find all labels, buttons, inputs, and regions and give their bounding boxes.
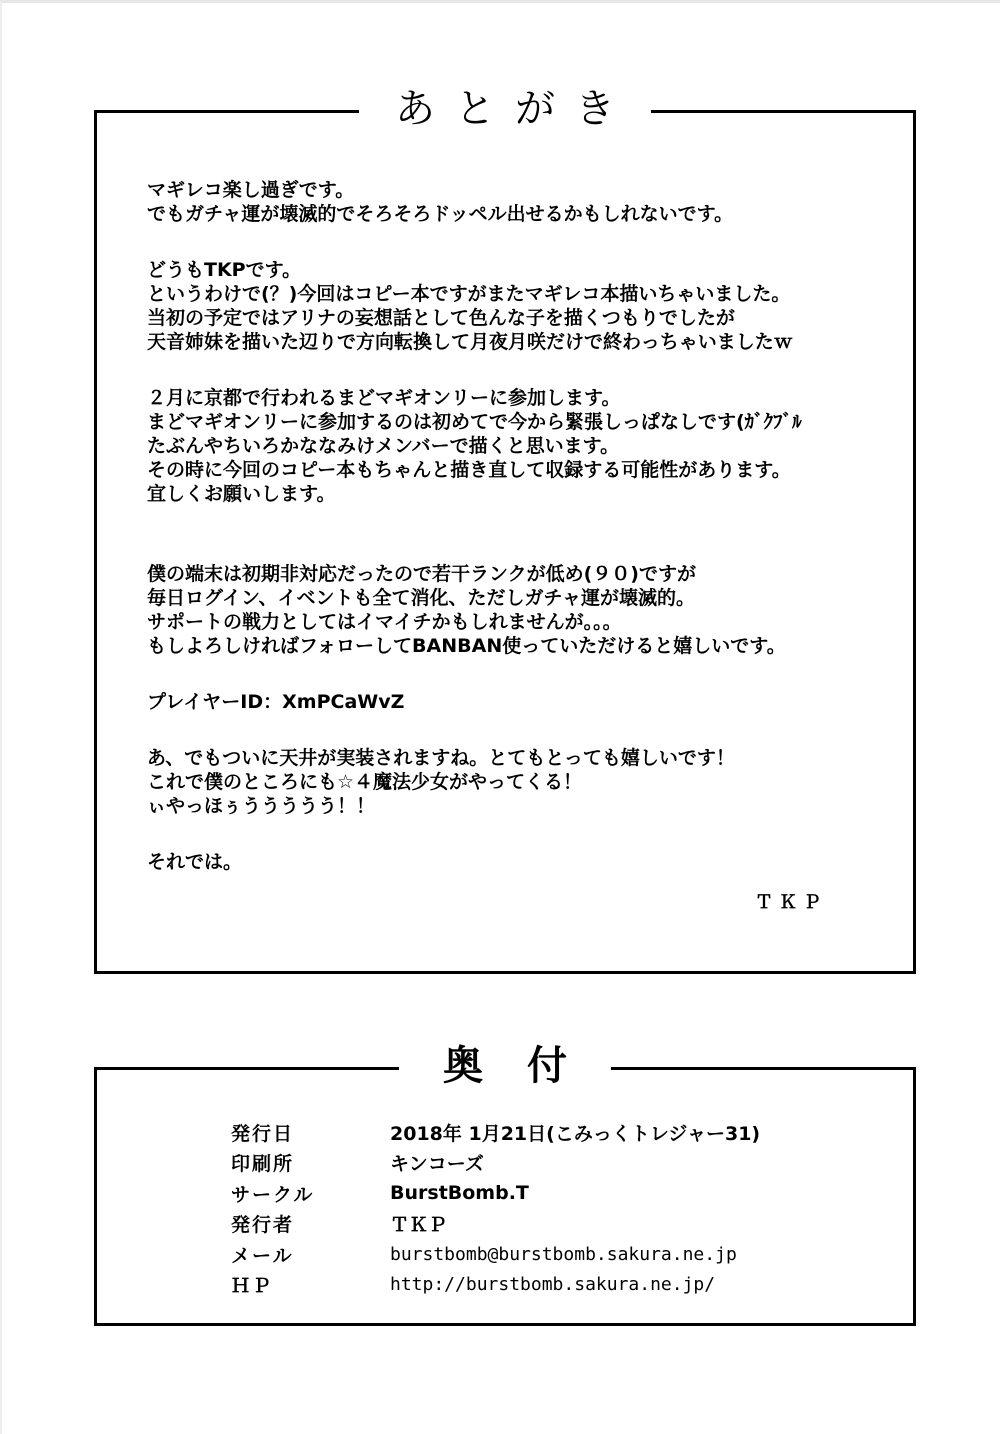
colophon-label: ＨＰ xyxy=(231,1275,274,1298)
afterword-title: あとがき xyxy=(359,89,651,129)
afterword-line: というわけで(？)今回はコピー本ですがまたマギレコ本描いちゃいました。 xyxy=(147,283,791,305)
afterword-line: 宜しくお願いします。 xyxy=(147,483,336,505)
afterword-line: サポートの戦力としてはイマイチかもしれませんが。。。 xyxy=(147,611,622,633)
afterword-line: まどマギオンリーに参加するのは初めてで今から緊張しっぱなしです(ｶﾞｸﾌﾞﾙ xyxy=(147,411,802,433)
colophon-value: 2018年 1月21日(こみっくトレジャー31) xyxy=(390,1122,761,1145)
afterword-line: 当初の予定ではアリナの妄想話として色んな子を描くつもりでしたが xyxy=(147,307,735,329)
homepage-value: http://burstbomb.sakura.ne.jp/ xyxy=(390,1274,716,1296)
colophon-row-homepage xyxy=(231,1270,760,1301)
afterword-line: あ、でもついに天井が実装されますね。とてもとっても嬉しいです！ xyxy=(147,747,735,769)
afterword-line: 毎日ログイン、イベントも全て消化、ただしガチャ運が壊滅的。 xyxy=(147,587,695,609)
afterword-line: これで僕のところにも☆４魔法少女がやってくる！ xyxy=(147,771,583,793)
afterword-box xyxy=(94,86,916,974)
afterword-line: ぃやっほぅううううう！！ xyxy=(147,795,376,817)
afterword-line: その時に今回のコピー本もちゃんと描き直して収録する可能性があります。 xyxy=(147,459,791,481)
colophon-row-printer xyxy=(231,1148,760,1179)
colophon-row-circle xyxy=(231,1178,760,1209)
afterword-line: たぶんやちいろかななみけメンバーで描くと思います。 xyxy=(147,435,620,457)
afterword-line: ２月に京都で行われるまどマギオンリーに参加します。 xyxy=(147,387,621,409)
afterword-line: 天音姉妹を描いた辺りで方向転換して月夜月咲だけで終わっちゃいましたｗ xyxy=(147,331,793,353)
colophon-row-email xyxy=(231,1239,760,1270)
afterword-line: どうもTKPです。 xyxy=(147,259,302,281)
afterword-line: マギレコ楽し過ぎです。 xyxy=(147,179,355,201)
colophon-row-publisher xyxy=(231,1209,760,1240)
colophon-value: BurstBomb.T xyxy=(390,1182,529,1205)
colophon-title: 奥付 xyxy=(399,1046,611,1086)
afterword-line: もしよろしければフォローしてBANBAN使っていただけると嬉しいです。 xyxy=(147,635,786,657)
email-value: burstbomb@burstbomb.sakura.ne.jp xyxy=(390,1243,737,1265)
afterword-line: それでは。 xyxy=(147,851,243,873)
colophon-label: 発行日 xyxy=(231,1122,295,1145)
colophon-value: ＴＫＰ xyxy=(390,1214,448,1237)
colophon-label: 発行者 xyxy=(231,1214,295,1237)
afterword-line: 僕の端末は初期非対応だったので若干ランクが低め(９０)ですが xyxy=(147,563,696,585)
afterword-line: でもガチャ運が壊滅的でそろそろドッペル出せるかもしれないです。 xyxy=(147,203,734,225)
colophon-label: サークル xyxy=(231,1183,315,1206)
player-id-line: プレイヤーID：XmPCaWvZ xyxy=(147,691,405,713)
colophon-value: キンコーズ xyxy=(390,1153,484,1176)
afterword-body xyxy=(147,178,887,874)
colophon-label: 印刷所 xyxy=(231,1153,295,1176)
colophon-row-publish-date xyxy=(231,1117,760,1148)
colophon-table xyxy=(231,1117,760,1300)
colophon-box xyxy=(94,1043,916,1326)
colophon-label: メール xyxy=(231,1244,294,1267)
signature: ＴＫＰ xyxy=(755,892,827,913)
